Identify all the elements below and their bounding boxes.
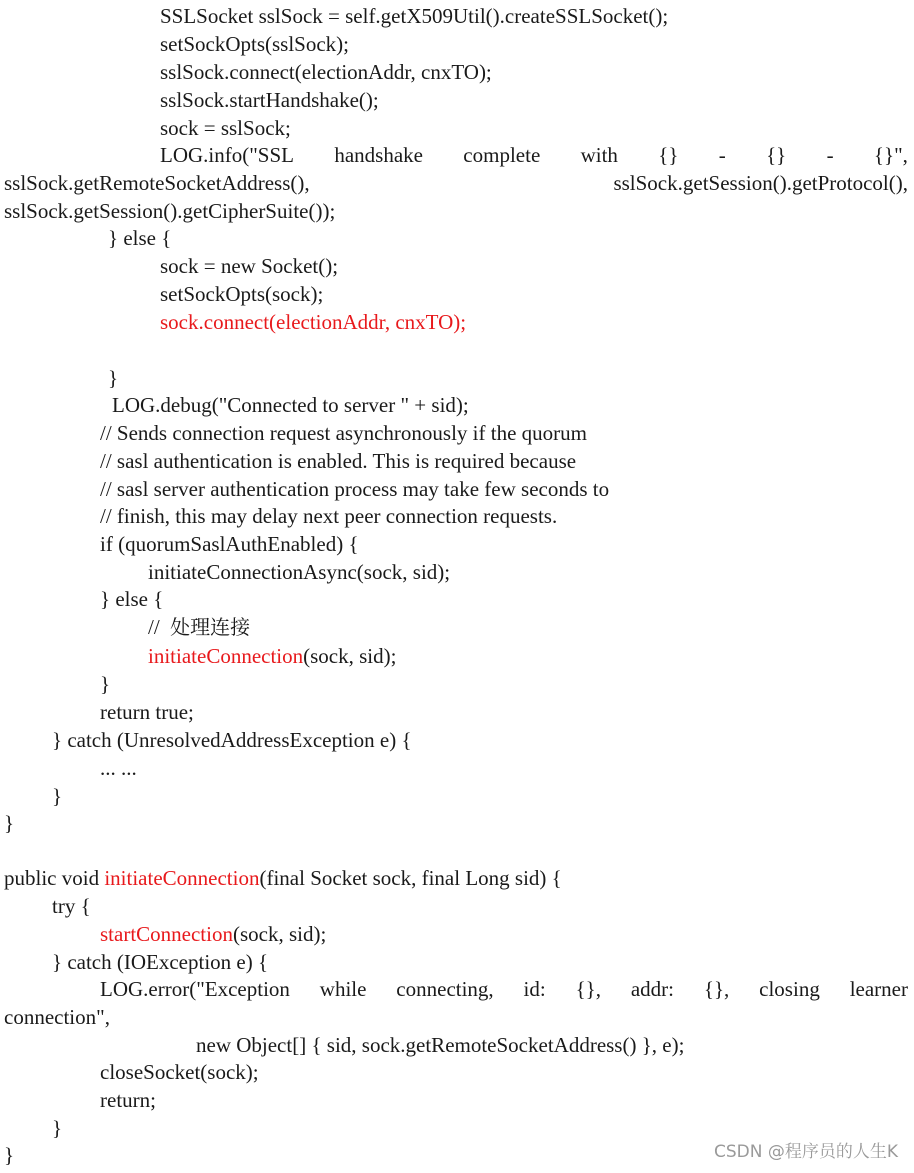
code-line bbox=[0, 364, 914, 392]
code-token: } else { bbox=[108, 226, 172, 250]
code-token: 处理连接 bbox=[170, 615, 251, 639]
highlighted-code-token: sock.connect(electionAddr, cnxTO); bbox=[160, 310, 467, 334]
code-line bbox=[0, 585, 914, 613]
code-token: (final Socket sock, final Long sid) { bbox=[259, 866, 562, 890]
code-token: // finish, this may delay next peer connection requests. bbox=[100, 504, 558, 528]
code-token: sslSock.getSession().getCipherSuite()); bbox=[4, 199, 336, 223]
code-token: with bbox=[580, 143, 618, 167]
code-token: } bbox=[108, 366, 119, 390]
code-token: LOG.error("Exception bbox=[100, 977, 290, 1001]
code-token: connecting, bbox=[396, 977, 494, 1001]
code-token: closeSocket(sock); bbox=[100, 1060, 259, 1084]
code-token: } bbox=[4, 811, 15, 835]
code-token: handshake bbox=[334, 143, 423, 167]
code-line bbox=[0, 86, 914, 114]
code-token: - bbox=[718, 143, 726, 167]
code-token: LOG.info("SSL bbox=[160, 143, 294, 167]
code-line bbox=[0, 975, 914, 1003]
code-line bbox=[0, 502, 914, 530]
code-line bbox=[0, 1086, 914, 1114]
code-token: learner bbox=[849, 977, 908, 1001]
code-token: addr: bbox=[630, 977, 675, 1001]
highlighted-code-token: initiateConnection bbox=[148, 644, 304, 668]
code-line bbox=[0, 2, 914, 30]
code-line bbox=[0, 948, 914, 976]
code-token: sslSock.getRemoteSocketAddress(), bbox=[4, 171, 310, 195]
code-token: id: bbox=[523, 977, 546, 1001]
code-line bbox=[0, 30, 914, 58]
code-token: // bbox=[148, 615, 171, 639]
code-line bbox=[0, 864, 914, 892]
code-token: // sasl server authentication process may take few seconds to bbox=[100, 477, 610, 501]
code-token: (sock, sid); bbox=[232, 922, 327, 946]
code-line bbox=[0, 726, 914, 754]
code-line bbox=[0, 782, 914, 810]
code-line bbox=[0, 558, 914, 586]
code-token: public void bbox=[4, 866, 105, 890]
code-token: closing bbox=[759, 977, 820, 1001]
code-token: {}, bbox=[703, 977, 730, 1001]
code-token: initiateConnectionAsync(sock, sid); bbox=[148, 560, 451, 584]
code-line bbox=[0, 197, 914, 225]
code-line bbox=[0, 280, 914, 308]
code-line bbox=[0, 754, 914, 782]
code-line bbox=[0, 169, 914, 197]
code-token: return; bbox=[100, 1088, 156, 1112]
code-token: LOG.debug("Connected to server " + sid); bbox=[112, 393, 469, 417]
code-line bbox=[0, 391, 914, 419]
highlighted-code-token: startConnection bbox=[100, 922, 233, 946]
code-token: {}, bbox=[575, 977, 601, 1001]
code-token: sslSock.startHandshake(); bbox=[160, 88, 379, 112]
code-line bbox=[0, 447, 914, 475]
code-token: } catch (UnresolvedAddressException e) { bbox=[52, 728, 412, 752]
code-token: sslSock.getSession().getProtocol(), bbox=[613, 171, 908, 195]
code-line bbox=[0, 920, 914, 948]
code-token: } catch (IOException e) { bbox=[52, 950, 269, 974]
code-token: {}", bbox=[873, 143, 908, 167]
code-token: sock = new Socket(); bbox=[160, 254, 339, 278]
code-token: SSLSocket sslSock = self.getX509Util().createSSLSocket(); bbox=[160, 4, 669, 28]
code-line bbox=[0, 670, 914, 698]
code-token: complete bbox=[463, 143, 541, 167]
code-line bbox=[0, 1114, 914, 1142]
code-token: return true; bbox=[100, 700, 194, 724]
code-line bbox=[0, 613, 914, 641]
code-line bbox=[0, 642, 914, 670]
code-line bbox=[0, 809, 914, 837]
code-token: } bbox=[4, 1143, 15, 1167]
code-token: - bbox=[826, 143, 834, 167]
code-line bbox=[0, 475, 914, 503]
code-token: connection", bbox=[4, 1005, 110, 1029]
code-line bbox=[0, 252, 914, 280]
code-token: {} bbox=[658, 143, 679, 167]
code-line bbox=[0, 1003, 914, 1031]
code-token: try { bbox=[52, 894, 91, 918]
csdn-watermark: CSDN @程序员的人生K bbox=[713, 1142, 898, 1162]
code-line bbox=[0, 224, 914, 252]
code-token: {} bbox=[766, 143, 787, 167]
code-line bbox=[0, 141, 914, 169]
code-line bbox=[0, 530, 914, 558]
highlighted-code-token: initiateConnection bbox=[104, 866, 260, 890]
code-token: if (quorumSaslAuthEnabled) { bbox=[100, 532, 359, 556]
code-line bbox=[0, 892, 914, 920]
code-token: setSockOpts(sslSock); bbox=[160, 32, 349, 56]
code-token: (sock, sid); bbox=[303, 644, 397, 668]
code-line bbox=[0, 1058, 914, 1086]
code-line bbox=[0, 1031, 914, 1059]
code-token: // Sends connection request asynchronously if the quorum bbox=[100, 421, 587, 445]
code-token: sock = sslSock; bbox=[160, 116, 291, 140]
code-token: ... ... bbox=[100, 756, 137, 780]
code-token: // sasl authentication is enabled. This is required because bbox=[100, 449, 577, 473]
code-token: } bbox=[52, 1116, 63, 1140]
code-token: new Object[] { sid, sock.getRemoteSocketAddress() }, e); bbox=[196, 1033, 685, 1057]
code-token: sslSock.connect(electionAddr, cnxTO); bbox=[160, 60, 492, 84]
code-token: } bbox=[52, 784, 63, 808]
code-token: } bbox=[100, 672, 111, 696]
code-line bbox=[0, 58, 914, 86]
code-line bbox=[0, 308, 914, 336]
code-token: } else { bbox=[100, 587, 164, 611]
code-line bbox=[0, 698, 914, 726]
code-line bbox=[0, 114, 914, 142]
code-token: while bbox=[319, 977, 367, 1001]
code-token: setSockOpts(sock); bbox=[160, 282, 324, 306]
code-line bbox=[0, 419, 914, 447]
